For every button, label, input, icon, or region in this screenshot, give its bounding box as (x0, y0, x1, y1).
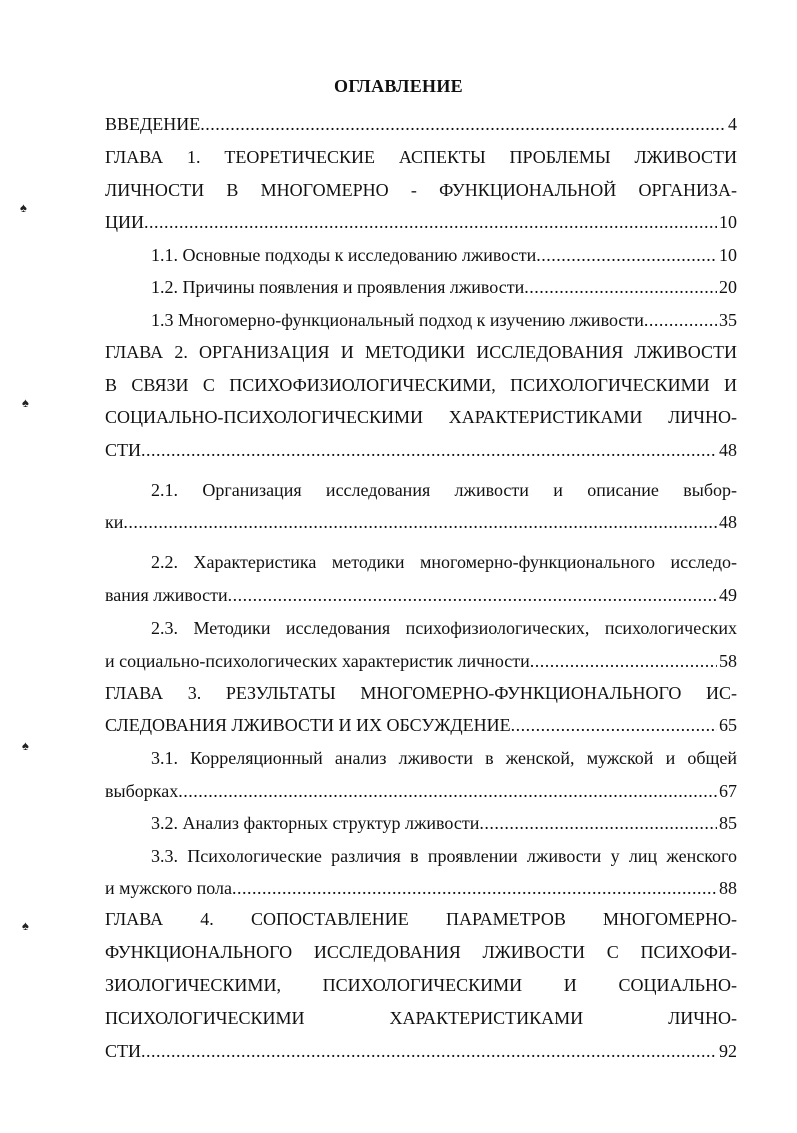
leader-dots (524, 276, 717, 298)
leader-dots (232, 877, 717, 899)
toc-page-number: 88 (719, 878, 737, 898)
chapter-2-heading-line-1: ГЛАВА 2. ОРГАНИЗАЦИЯ И МЕТОДИКИ ИССЛЕДОВАНИЯ ЛЖИВОСТИ (105, 342, 737, 362)
leader-dots (644, 309, 717, 331)
binding-hole-mark: ♠ (22, 738, 29, 753)
chapter-3-heading-line-2 (105, 714, 737, 736)
toc-entry-label: 1.1. Основные подходы к исследованию лживости (151, 245, 537, 265)
leader-dots (530, 650, 717, 672)
toc-entry-label: и мужского пола (105, 878, 233, 898)
chapter-2-heading-line-3: СОЦИАЛЬНО-ПСИХОЛОГИЧЕСКИМИ ХАРАКТЕРИСТИКАМИ ЛИЧНО- (105, 407, 737, 427)
chapter-1-heading-line-1: ГЛАВА 1. ТЕОРЕТИЧЕСКИЕ АСПЕКТЫ ПРОБЛЕМЫ ЛЖИВОСТИ (105, 147, 737, 167)
toc-page-number: 10 (719, 245, 737, 265)
toc-entry-3-1-line-2 (105, 780, 737, 802)
toc-entry-1-1 (151, 244, 737, 266)
toc-page-number: 65 (719, 715, 737, 735)
toc-title: ОГЛАВЛЕНИЕ (334, 76, 463, 96)
toc-entry-3-2 (151, 812, 737, 834)
leader-dots (479, 812, 717, 834)
chapter-4-heading-line-5 (105, 1040, 737, 1062)
toc-entry-2-3-line-1: 2.3. Методики исследования психофизиологических, психологических (151, 618, 737, 638)
toc-entry-3-3-line-2 (105, 877, 737, 899)
toc-page-number: 10 (719, 212, 737, 232)
chapter-1-heading-line-3 (105, 211, 737, 233)
toc-page-number: 92 (719, 1041, 737, 1061)
toc-entry-1-2 (151, 276, 737, 298)
toc-entry-2-1-line-2 (105, 511, 737, 533)
toc-entry-label: 1.2. Причины появления и проявления лживости (151, 277, 525, 297)
leader-dots (141, 439, 717, 461)
binding-hole-mark: ♠ (22, 395, 29, 410)
toc-page-number: 48 (719, 440, 737, 460)
leader-dots (144, 211, 717, 233)
toc-entry-label: СТИ (105, 1041, 141, 1061)
toc-entry-label: ЦИИ (105, 212, 144, 232)
chapter-4-heading-line-1: ГЛАВА 4. СОПОСТАВЛЕНИЕ ПАРАМЕТРОВ МНОГОМЕРНО- (105, 909, 737, 929)
chapter-4-heading-line-4: ПСИХОЛОГИЧЕСКИМИ ХАРАКТЕРИСТИКАМИ ЛИЧНО- (105, 1008, 737, 1028)
toc-entry-label: СТИ (105, 440, 141, 460)
leader-dots (228, 584, 717, 606)
binding-hole-mark: ♠ (20, 200, 27, 215)
toc-entry-label: вания лживости (105, 585, 228, 605)
toc-entry-label: 3.2. Анализ факторных структур лживости (151, 813, 480, 833)
toc-page-number: 48 (719, 512, 737, 532)
toc-entry-1-3 (151, 309, 737, 331)
toc-entry-label: и социально-психологических характеристик личности (105, 651, 530, 671)
chapter-3-heading-line-1: ГЛАВА 3. РЕЗУЛЬТАТЫ МНОГОМЕРНО-ФУНКЦИОНАЛЬНОГО ИС- (105, 683, 737, 703)
chapter-2-heading-line-2: В СВЯЗИ С ПСИХОФИЗИОЛОГИЧЕСКИМИ, ПСИХОЛОГИЧЕСКИМИ И (105, 375, 737, 395)
toc-entry-2-3-line-2 (105, 650, 737, 672)
leader-dots (141, 1040, 717, 1062)
leader-dots (536, 244, 717, 266)
toc-entry-3-1-line-1: 3.1. Корреляционный анализ лживости в женской, мужской и общей (151, 748, 737, 768)
toc-entry-3-3-line-1: 3.3. Психологические различия в проявлении лживости у лиц женского (151, 846, 737, 866)
toc-entry-label: выборках (105, 781, 179, 801)
leader-dots (200, 113, 726, 135)
toc-entry-label: ки (105, 512, 124, 532)
toc-page-number: 20 (719, 277, 737, 297)
chapter-2-heading-line-4 (105, 439, 737, 461)
toc-entry-label: СЛЕДОВАНИЯ ЛЖИВОСТИ И ИХ ОБСУЖДЕНИЕ (105, 715, 511, 735)
leader-dots (511, 714, 717, 736)
toc-entry-2-1-line-1: 2.1. Организация исследования лживости и описание выбор- (151, 480, 737, 500)
toc-entry-2-2-line-2 (105, 584, 737, 606)
chapter-4-heading-line-2: ФУНКЦИОНАЛЬНОГО ИССЛЕДОВАНИЯ ЛЖИВОСТИ С ПСИХОФИ- (105, 942, 737, 962)
toc-page-number: 49 (719, 585, 737, 605)
toc-page-number: 35 (719, 310, 737, 330)
binding-hole-mark: ♠ (22, 918, 29, 933)
toc-entry-label: 1.3 Многомерно-функциональный подход к изучению лживости (151, 310, 644, 330)
chapter-4-heading-line-3: ЗИОЛОГИЧЕСКИМИ, ПСИХОЛОГИЧЕСКИМИ И СОЦИАЛЬНО- (105, 975, 737, 995)
leader-dots (178, 780, 717, 802)
toc-entry-label: ВВЕДЕНИЕ (105, 114, 201, 134)
chapter-1-heading-line-2: ЛИЧНОСТИ В МНОГОМЕРНО - ФУНКЦИОНАЛЬНОЙ ОРГАНИЗА- (105, 180, 737, 200)
toc-page-number: 67 (719, 781, 737, 801)
toc-entry-2-2-line-1: 2.2. Характеристика методики многомерно-функционального исследо- (151, 552, 737, 572)
toc-page-number: 58 (719, 651, 737, 671)
toc-entry-introduction (105, 113, 737, 135)
toc-page-number: 85 (719, 813, 737, 833)
toc-page-number: 4 (728, 114, 737, 134)
leader-dots (123, 511, 717, 533)
